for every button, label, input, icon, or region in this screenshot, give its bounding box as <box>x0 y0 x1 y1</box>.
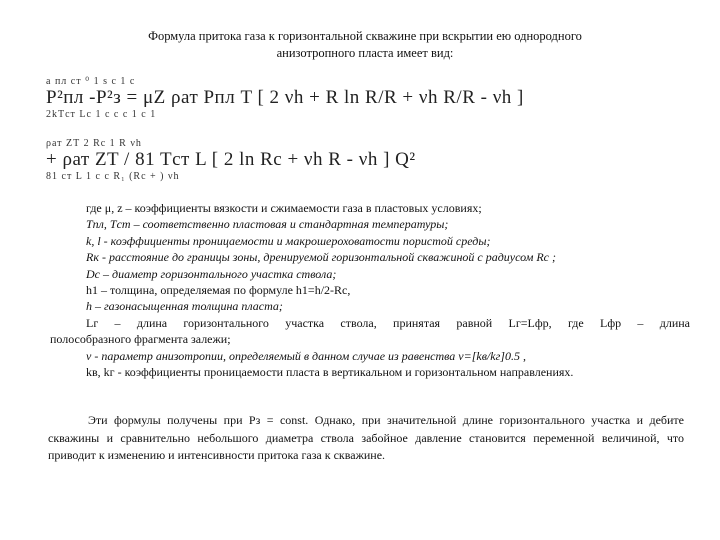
formula-1-subscripts: 2kTст Lc 1 c c c 1 c 1 <box>46 109 157 120</box>
paragraph-text: Эти формулы получены при Pз = const. Однако, при значительной длине горизонтального участка и дебите скважины и сравнительно небольшого диаметра ствола забойное давление становится переменной величиной, что приводит к изменению и интенсивности притока газа к скважине. <box>48 413 684 462</box>
definition-rk: Rк - расстояние до границы зоны, дренируемой горизонтальной скважиной с радиусом Rc ; <box>86 250 556 265</box>
definition-h1: h1 – толщина, определяемая по формуле h1=h/2-Rc, <box>86 283 351 298</box>
formula-2-subscripts: 81 ст L 1 c c R₁ (Rc + ) νh <box>46 171 180 182</box>
formula-equation-2 <box>46 138 696 196</box>
definition-kv-kg: kв, kг - коэффициенты проницаемости пласта в вертикальном и горизонтальном направлениях. <box>86 365 574 380</box>
definition-mu-z: где μ, z – коэффициенты вязкости и сжимаемости газа в пластовых условиях; <box>86 201 482 215</box>
title-line-2: анизотропного пласта имеет вид: <box>276 46 454 60</box>
definition-temperatures: Tпл, Tст – соответственно пластовая и стандартная температуры; <box>86 217 449 232</box>
definition-lg-continued: полособразного фрагмента залежи; <box>50 332 231 347</box>
definition-dc: Dc – диаметр горизонтального участка ствола; <box>86 266 337 281</box>
formula-2-superscripts: ρат ZT 2 Rc 1 R νh <box>46 138 142 149</box>
formula-2-main: + ρат ZT / 81 Tст L [ 2 ln Rc + νh R - νh ] Q² <box>46 149 416 170</box>
definition-h: h – газонасыщенная толщина пласта; <box>86 299 283 314</box>
definitions-list <box>50 200 690 380</box>
formula-equation-1 <box>46 76 696 124</box>
formula-1-main: P²пл -P²з = μZ ρат Pпл T [ 2 νh + R ln R/R + νh R/R - νh ] <box>46 87 524 108</box>
definition-nu: ν - параметр анизотропии, определяемый в данном случае из равенства ν=[kв/kг]0.5 , <box>86 348 526 363</box>
definition-k-l: k, l - коэффициенты проницаемости и макрошероховатости пористой среды; <box>86 233 491 248</box>
definition-lg: Lг – длина горизонтального участка ствола, принятая равной Lг=Lфр, где Lфр – длина <box>86 315 690 330</box>
conclusion-paragraph <box>48 412 684 465</box>
formula-1-superscripts: a пл ст ⁰ 1 s c 1 c <box>46 76 136 87</box>
title-line-1: Формула притока газа к горизонтальной скважине при вскрытии ею однородного <box>148 29 582 43</box>
document-title <box>110 28 620 62</box>
